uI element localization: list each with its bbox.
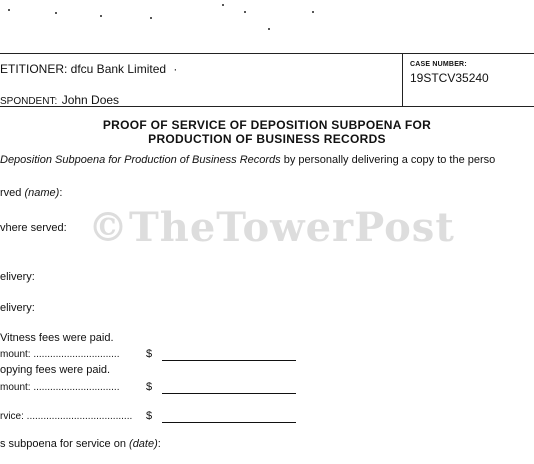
delivery-time-label: elivery: — [0, 302, 35, 314]
witness-amount-label: mount: ............................... — [0, 349, 120, 360]
where-served-label: vhere served: — [0, 222, 67, 234]
petitioner-line — [0, 62, 177, 76]
subpoena-date-hint: (date) — [129, 438, 158, 450]
served-name-hint: (name) — [24, 187, 60, 199]
respondent-line — [0, 91, 119, 109]
scan-speck — [222, 4, 224, 6]
intro-line — [0, 154, 495, 166]
subpoena-date-row — [0, 438, 161, 450]
header-top-rule — [0, 53, 534, 54]
copying-fees-label: opying fees were paid. — [0, 364, 111, 376]
served-name-label: rved — [0, 187, 25, 199]
copying-amount-field[interactable] — [162, 393, 296, 394]
respondent-label: SPONDENT: — [0, 96, 58, 107]
scan-speck — [244, 11, 246, 13]
scan-speck — [268, 28, 270, 30]
document-title-line-2: PRODUCTION OF BUSINESS RECORDS — [148, 132, 386, 146]
case-number-label: CASE NUMBER: — [410, 61, 467, 68]
served-name-colon: : — [59, 187, 63, 199]
case-number-value: 19STCV35240 — [410, 71, 489, 85]
witness-amount-field[interactable] — [162, 360, 296, 361]
service-fee-field[interactable] — [162, 422, 296, 423]
petitioner-mark: · — [173, 62, 178, 76]
document-title-line-1: PROOF OF SERVICE OF DEPOSITION SUBPOENA FOR — [102, 118, 432, 132]
scan-speck — [100, 15, 102, 17]
scan-speck — [150, 17, 152, 19]
copying-amount-dollar: $ — [146, 381, 153, 393]
scan-speck — [8, 9, 10, 11]
petitioner-text: ETITIONER: dfcu Bank Limited — [0, 62, 167, 76]
respondent-name: John Does — [61, 93, 120, 107]
witness-fees-label: Vitness fees were paid. — [0, 332, 114, 344]
witness-amount-dollar: $ — [146, 348, 153, 360]
case-number-divider — [402, 53, 403, 106]
watermark-text: ©TheTowerPost — [88, 204, 455, 251]
subpoena-date-label: s subpoena for service on — [0, 438, 130, 450]
service-fee-label: rvice: ...................................... — [0, 411, 133, 422]
service-fee-dollar: $ — [146, 410, 153, 422]
intro-document-name: Deposition Subpoena for Production of Business Records — [0, 154, 281, 166]
scan-speck — [55, 12, 57, 14]
subpoena-date-colon: : — [157, 438, 161, 450]
scan-speck — [312, 11, 314, 13]
intro-rest: by personally delivering a copy to the perso — [280, 154, 496, 166]
delivery-date-label: elivery: — [0, 271, 35, 283]
served-name-row — [0, 187, 62, 199]
copying-amount-label: mount: ............................... — [0, 382, 120, 393]
